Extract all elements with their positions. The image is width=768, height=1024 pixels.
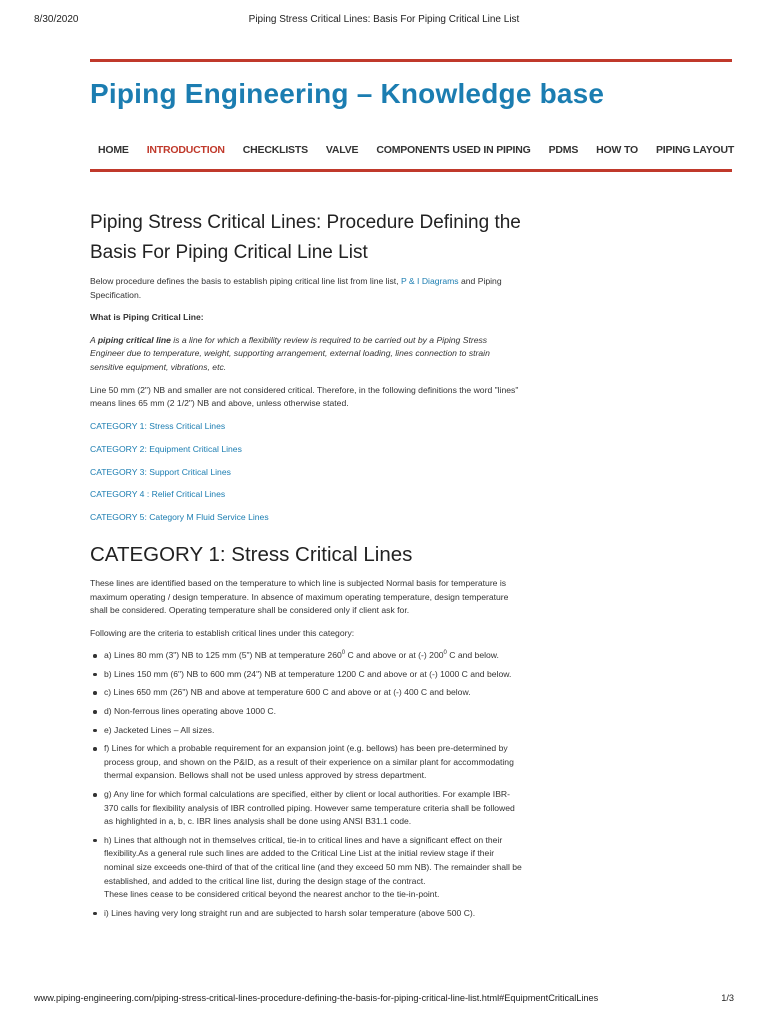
list-item: c) Lines 650 mm (26") NB and above at temperature 600 C and above or at (-) 400 C and below.: [104, 686, 522, 700]
category-1-link[interactable]: CATEGORY 1: Stress Critical Lines: [90, 420, 226, 431]
nav-how-to[interactable]: HOW TO: [596, 144, 638, 156]
nav-checklists[interactable]: CHECKLISTS: [242, 144, 308, 156]
criteria-list: [90, 649, 522, 920]
nav-introduction[interactable]: INTRODUCTION: [146, 144, 225, 156]
category-1-heading: CATEGORY 1: Stress Critical Lines: [90, 542, 413, 566]
list-item: g) Any line for which formal calculations are specified, either by client or local authorities. For example IBR-370 calls for flexibility analysis of IBR controlled piping. However same temperature criteria shall be followed as highlighted in a, b, c. IBR lines analysis shall be done using ANSI B31.1 code.: [104, 788, 522, 829]
list-item: b) Lines 150 mm (6") NB to 600 mm (24") NB at temperature 1200 C and above or at (-) 1000 C and below.: [104, 668, 522, 682]
print-date: 8/30/2020: [34, 14, 79, 25]
print-url: www.piping-engineering.com/piping-stress-critical-lines-procedure-defining-the-basis-for-piping-critical-line-list.html#EquipmentCriticalLines: [34, 993, 599, 1003]
print-header: [0, 14, 768, 30]
intro-paragraph: Below procedure defines the basis to establish piping critical line list from line list, P & I Diagrams and Piping Specification.: [90, 276, 502, 300]
print-footer: [0, 993, 768, 1009]
category-3-link[interactable]: CATEGORY 3: Support Critical Lines: [90, 466, 231, 477]
article-title: Piping Stress Critical Lines: Procedure Defining the Basis For Piping Critical Line List: [90, 212, 521, 263]
category-1-intro: These lines are identified based on the temperature to which line is subjected Normal basis for temperature is maximum operating / design temperature. In absence of maximum operating temperature, design temperature shall be considered. Operating temperature shall be considered only if client ask for.: [90, 577, 509, 616]
nav-components[interactable]: COMPONENTS USED IN PIPING: [376, 144, 531, 156]
list-item: d) Non-ferrous lines operating above 1000 C.: [104, 705, 522, 719]
list-item: e) Jacketed Lines – All sizes.: [104, 724, 522, 738]
print-page-title: Piping Stress Critical Lines: Basis For Piping Critical Line List: [248, 14, 520, 25]
criteria-lead: Following are the criteria to establish critical lines under this category:: [90, 627, 355, 638]
definition-paragraph: A piping critical line is a line for which a flexibility review is required to be carried out by a Piping Stress Engineer due to temperature, weight, supporting arrangement, external loading, lines connection to strain sensitive equipment, vibrations, etc.: [90, 334, 490, 372]
category-5-link[interactable]: CATEGORY 5: Category M Fluid Service Lines: [90, 512, 269, 523]
article-body: [90, 275, 522, 925]
main-nav: [90, 131, 735, 172]
category-2-link[interactable]: CATEGORY 2: Equipment Critical Lines: [90, 443, 242, 454]
list-item: f) Lines for which a probable requirement for an expansion joint (e.g. bellows) has been pre-determined by process group, and shown on the P&ID, as a result of their experience on a similar plant for accommodating thermal expansion. Bellows shall not be used unless approved by stress department.: [104, 742, 522, 783]
category-4-link[interactable]: CATEGORY 4 : Relief Critical Lines: [90, 489, 226, 500]
line-size-paragraph: Line 50 mm (2") NB and smaller are not considered critical. Therefore, in the following definitions the word "lines" means lines 65 mm (2 1/2") NB and above, unless otherwise stated.: [90, 384, 519, 409]
list-item: i) Lines having very long straight run and are subjected to harsh solar temperature (above 500 C).: [104, 907, 522, 921]
list-item: h) Lines that although not in themselves critical, tie-in to critical lines and have a significant effect on their flexibility.As a general rule such lines are added to the Critical Line List at the initial review stage if their nominal size exceeds one-third of that of the critical line (and they exceed 50 mm NB). The remainder shall be established, and added to the critical line list, during the design stage of the contract. These lines cease to be considered critical beyond the nearest anchor to the tie-in-point.: [104, 834, 522, 902]
list-item: a) Lines 80 mm (3") NB to 125 mm (5") NB at temperature $260^0$ C and above or at (-) $200^0$ C and below.: [104, 649, 522, 663]
nav-home[interactable]: HOME: [98, 144, 129, 156]
what-is-heading: What is Piping Critical Line:: [90, 312, 204, 323]
pid-diagrams-link[interactable]: P & I Diagrams: [400, 276, 459, 286]
site-title[interactable]: Piping Engineering – Knowledge base: [90, 78, 605, 109]
top-divider: [90, 59, 732, 62]
nav-valve[interactable]: VALVE: [325, 144, 359, 156]
nav-piping-layout[interactable]: PIPING LAYOUT: [655, 144, 735, 156]
print-page-number: 1/3: [721, 993, 734, 1003]
nav-pdms[interactable]: PDMS: [548, 144, 579, 156]
